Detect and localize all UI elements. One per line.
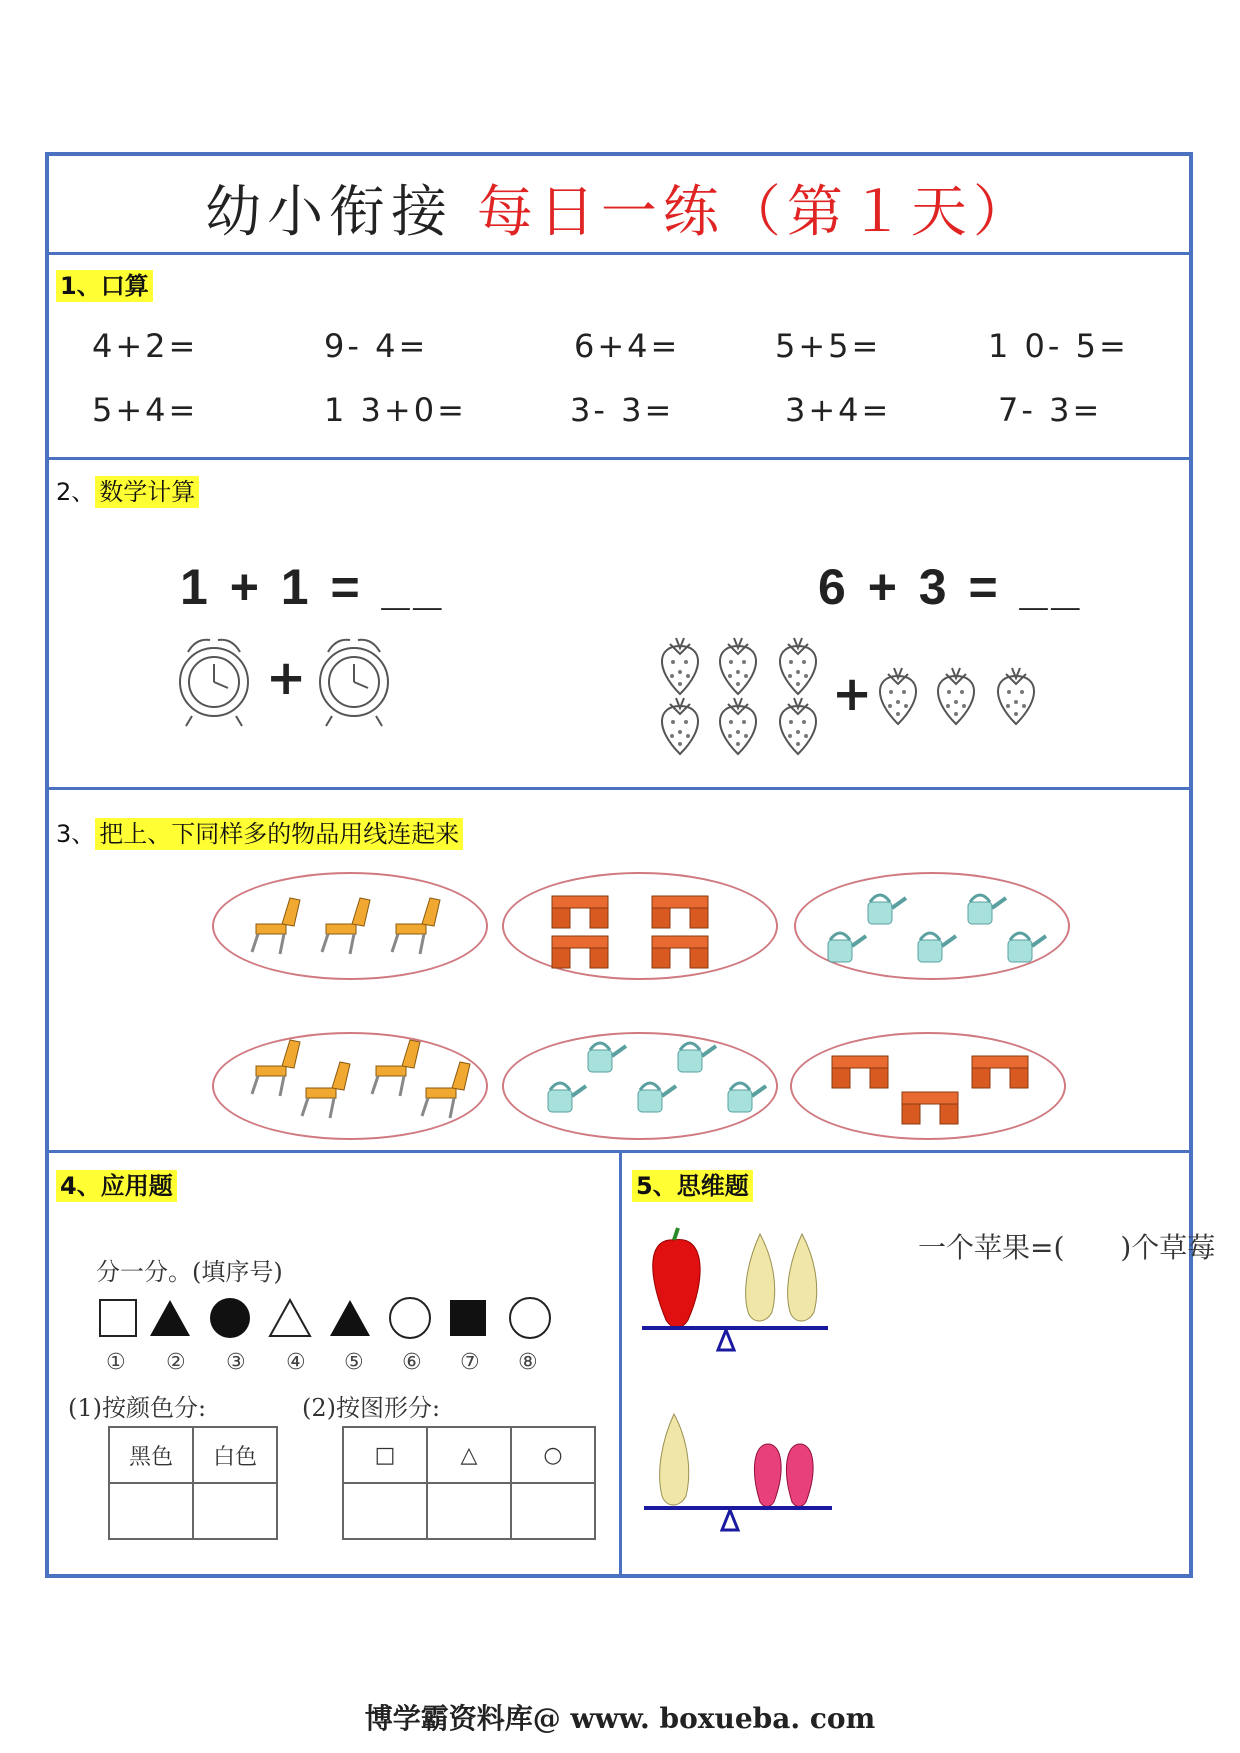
arith-item: 5+5= [775, 327, 882, 365]
answer-cell[interactable] [427, 1483, 511, 1539]
shape-number: ① [106, 1350, 126, 1375]
header-black: 黑色 [109, 1427, 193, 1483]
arith-item: 4+2= [92, 327, 199, 365]
divider [45, 457, 1193, 460]
shape-table [342, 1426, 596, 1540]
header-square: □ [343, 1427, 427, 1483]
shape-number: ④ [286, 1350, 306, 1375]
answer-cell[interactable] [511, 1483, 595, 1539]
answer-cell[interactable] [109, 1483, 193, 1539]
page-title: 幼小衔接 每日一练（第１天） [205, 180, 1035, 245]
task-prompt: 分一分。(填序号) [96, 1258, 283, 1286]
divider [45, 787, 1193, 790]
question-by-shape: (2)按图形分: [302, 1394, 441, 1422]
plus-sign: + [266, 650, 307, 706]
section-3-label: 3、 把上、下同样多的物品用线连起来 [56, 814, 463, 849]
shape-number: ② [166, 1350, 186, 1375]
footer-watermark: 博学霸资料库@ www. boxueba. com [364, 1702, 876, 1735]
equation-2: 6 + 3 = __ [818, 559, 1084, 615]
equation-1: 1 + 1 = __ [180, 559, 446, 615]
question-by-color: (1)按颜色分: [68, 1394, 207, 1422]
balance-illustration [636, 1220, 856, 1570]
shape-number: ⑥ [402, 1350, 422, 1375]
header-circle: ○ [511, 1427, 595, 1483]
header-white: 白色 [193, 1427, 277, 1483]
plus-sign: + [832, 666, 873, 722]
shapes-row [96, 1296, 556, 1346]
color-table [108, 1426, 278, 1540]
arith-item: 7- 3= [998, 391, 1103, 429]
answer-cell[interactable] [193, 1483, 277, 1539]
section-1-label: 1、口算 [56, 266, 153, 301]
section-5-label: 5、思维题 [632, 1166, 753, 1201]
section-2-label: 2、 数学计算 [56, 472, 199, 507]
divider [45, 252, 1193, 255]
shape-number: ⑦ [460, 1350, 480, 1375]
shape-number: ③ [226, 1350, 246, 1375]
arith-item: 3- 3= [570, 391, 675, 429]
shape-number: ⑧ [518, 1350, 538, 1375]
shape-number: ⑤ [344, 1350, 364, 1375]
matching-items-illustration [200, 870, 1080, 1150]
arith-item: 6+4= [574, 327, 681, 365]
thinking-question: 一个苹果=( )个草莓 [918, 1231, 1216, 1264]
divider [619, 1150, 622, 1578]
section-4-label: 4、应用题 [56, 1166, 177, 1201]
arith-item: 9- 4= [324, 327, 429, 365]
header-triangle: △ [427, 1427, 511, 1483]
arith-item: 5+4= [92, 391, 199, 429]
answer-cell[interactable] [343, 1483, 427, 1539]
arith-item: 3+4= [785, 391, 892, 429]
arith-item: 1 3+0= [324, 391, 467, 429]
arith-item: 1 0- 5= [988, 327, 1129, 365]
